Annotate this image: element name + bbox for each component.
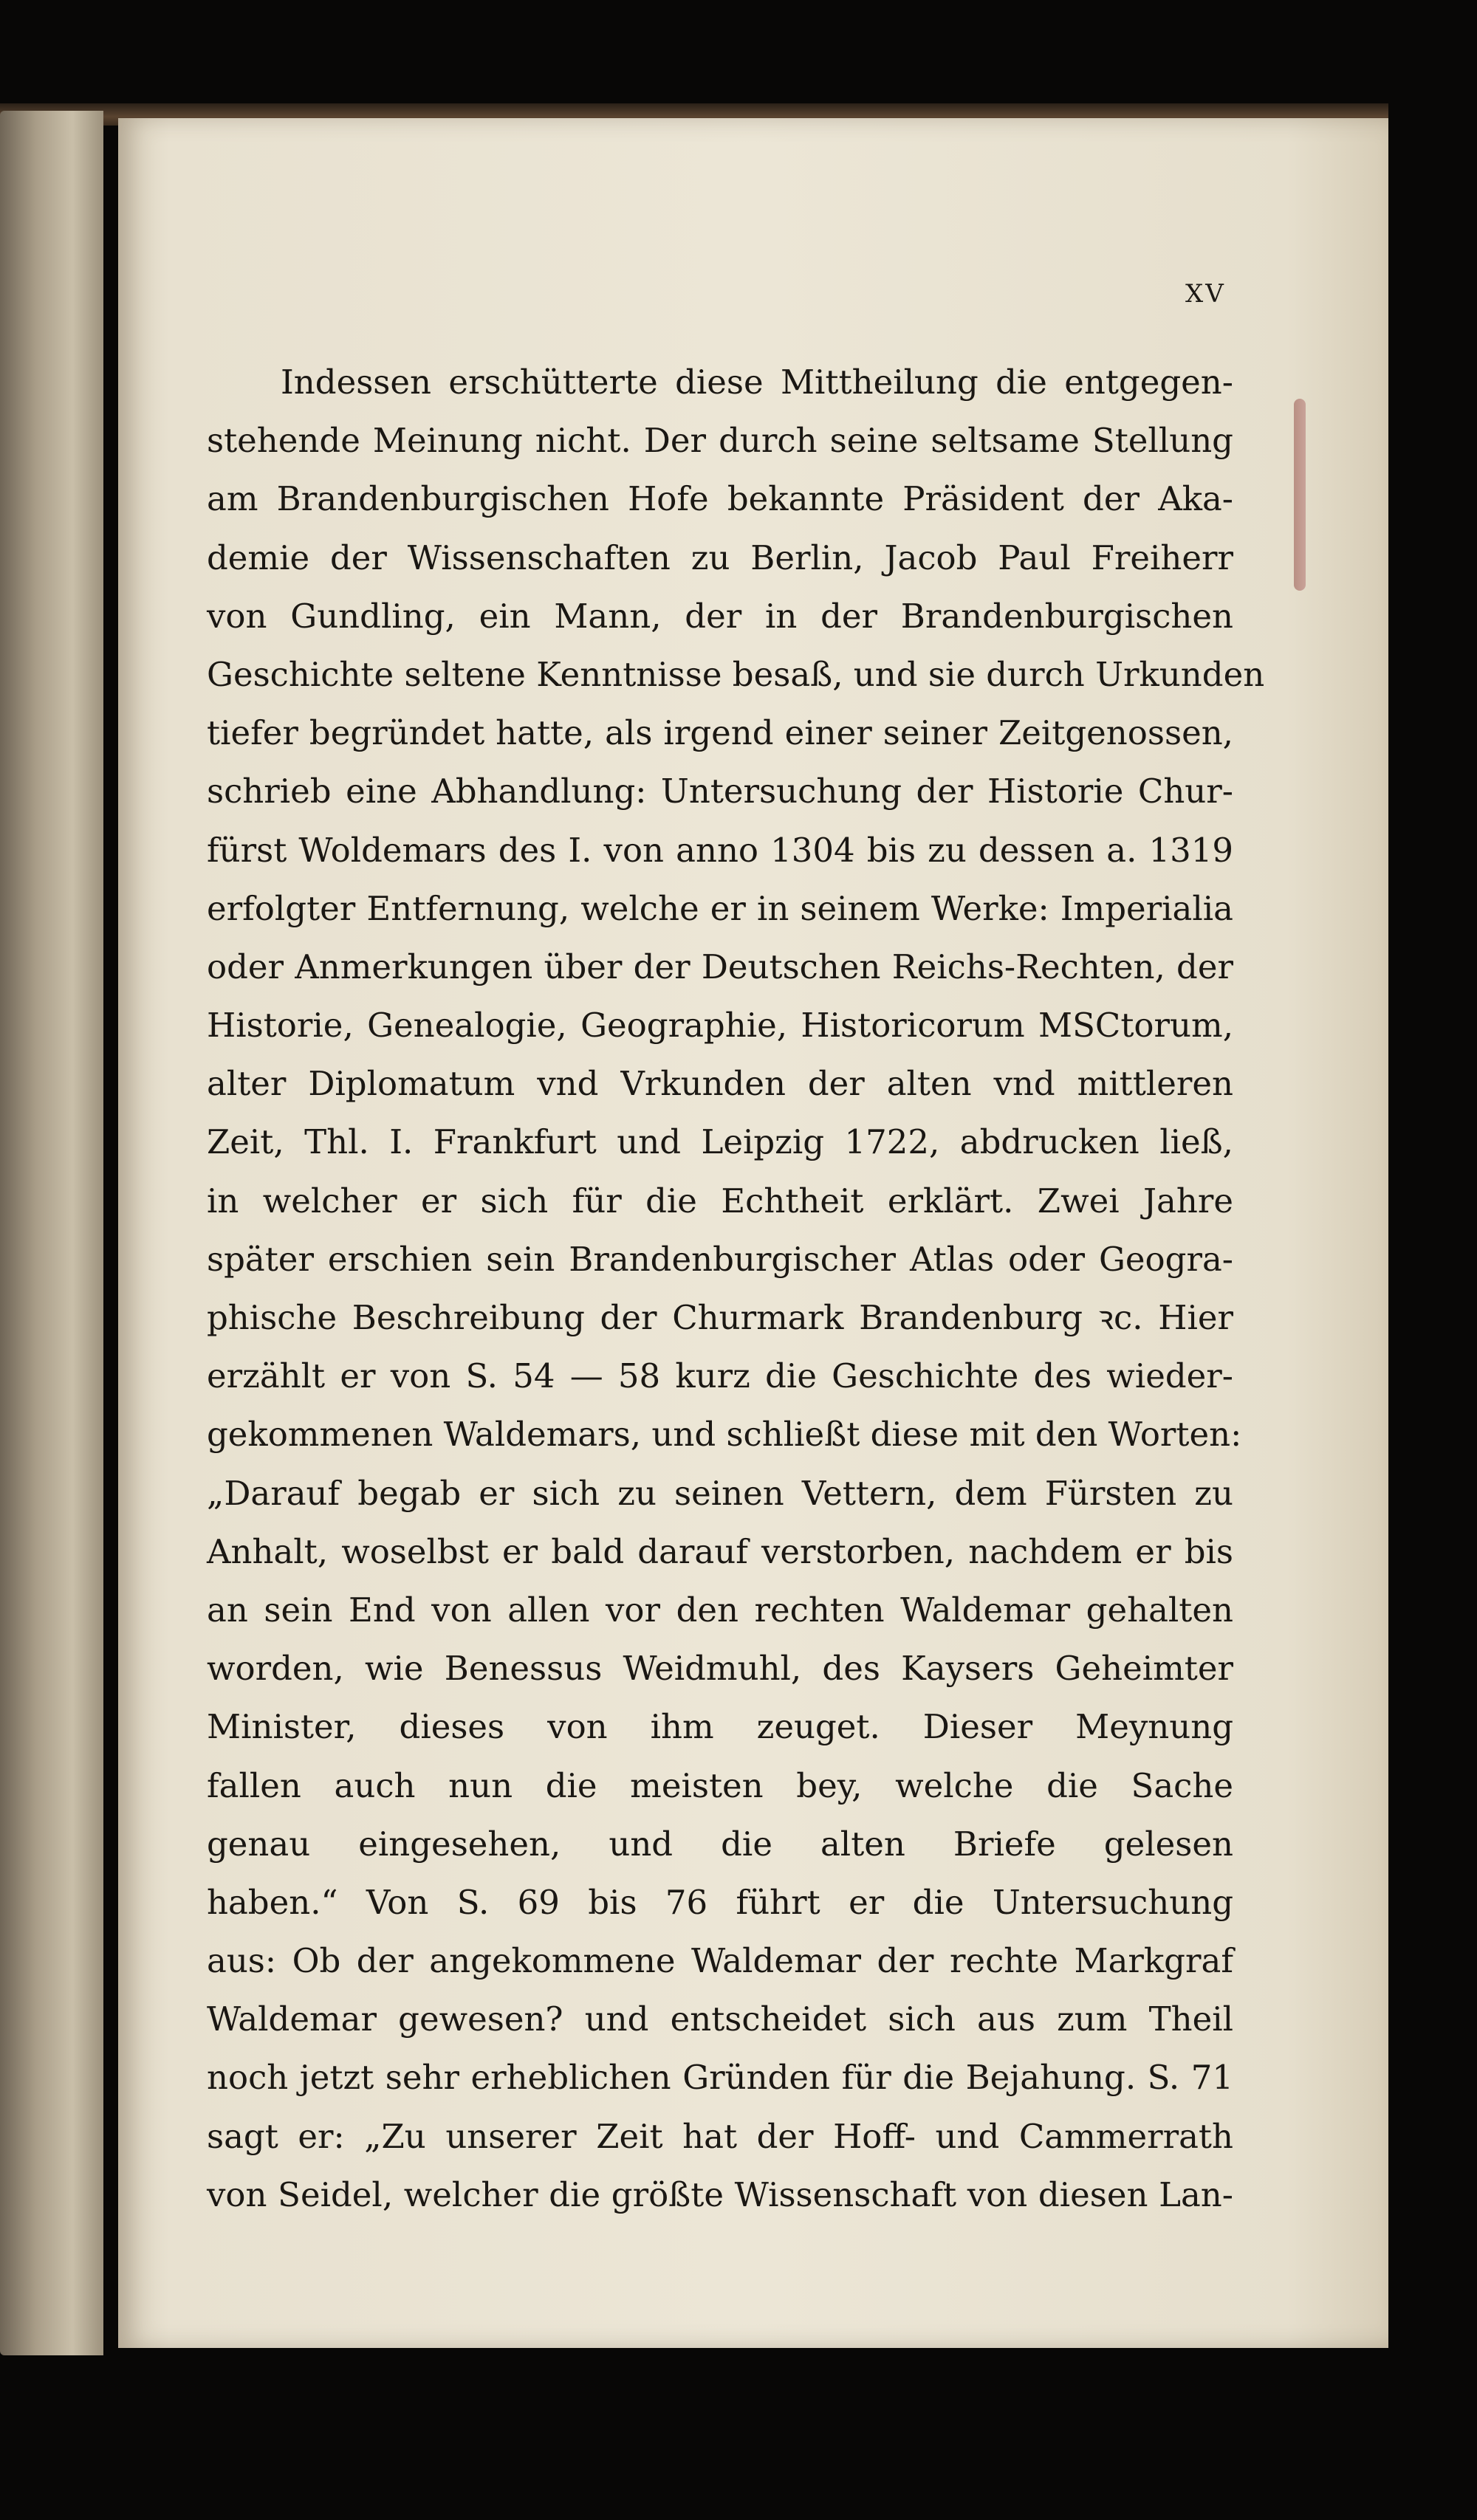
text-line: von Seidel, welcher die größte Wissenschaft von diesen Lan- <box>207 2174 1233 2214</box>
text-line: Geschichte seltene Kenntnisse besaß, und sie durch Urkunden <box>207 654 1265 694</box>
text-line: phische Beschreibung der Churmark Brandenburg ꝛc. Hier <box>207 1298 1233 1337</box>
text-line: später erschien sein Brandenburgischer Atlas oder Geogra- <box>207 1239 1233 1279</box>
text-line: am Brandenburgischen Hofe bekannte Präsident der Aka- <box>207 479 1233 519</box>
text-line: alter Diplomatum vnd Vrkunden der alten vnd mittleren <box>207 1064 1233 1104</box>
text-line: Waldemar gewesen? und entscheidet sich aus zum Theil <box>207 1999 1233 2039</box>
text-line: Zeit, Thl. I. Frankfurt und Leipzig 1722, abdrucken ließ, <box>207 1122 1233 1162</box>
text-line: sagt er: „Zu unserer Zeit hat der Hoff- und Cammerrath <box>207 2116 1233 2156</box>
text-line: Historie, Genealogie, Geographie, Historicorum MSCtorum, <box>207 1006 1233 1046</box>
previous-page-edge <box>0 111 103 2355</box>
text-line: tiefer begründet hatte, als irgend einer seiner Zeitgenossen, <box>207 713 1233 753</box>
text-line: fürst Woldemars des I. von anno 1304 bis zu dessen a. 1319 <box>207 830 1233 870</box>
text-line: noch jetzt sehr erheblichen Gründen für die Bejahung. S. 71 <box>207 2058 1233 2098</box>
text-line: Minister, dieses von ihm zeuget. Dieser Meynung <box>207 1707 1233 1747</box>
text-line: aus: Ob der angekommene Waldemar der rechte Markgraf <box>207 1941 1233 1981</box>
text-line: gekommenen Waldemars, und schließt diese mit den Worten: <box>207 1415 1242 1455</box>
text-line: an sein End von allen vor den rechten Waldemar gehalten <box>207 1590 1233 1630</box>
text-line: genau eingesehen, und die alten Briefe gelesen <box>207 1824 1233 1864</box>
text-line: von Gundling, ein Mann, der in der Brandenburgischen <box>207 596 1233 636</box>
text-line: Indessen erschütterte diese Mittheilung die entgegen- <box>281 363 1233 402</box>
text-line: fallen auch nun die meisten bey, welche die Sache <box>207 1765 1233 1805</box>
page-edge-mark <box>1294 399 1306 591</box>
text-line: schrieb eine Abhandlung: Untersuchung der Historie Chur- <box>207 772 1233 811</box>
text-line: erfolgter Entfernung, welche er in seinem Werke: Imperialia <box>207 888 1233 928</box>
body-text <box>207 353 1265 2224</box>
text-line: erzählt er von S. 54 — 58 kurz die Geschichte des wieder- <box>207 1356 1233 1396</box>
text-line: demie der Wissenschaften zu Berlin, Jacob Paul Freiherr <box>207 538 1233 577</box>
page-number: XV <box>1185 279 1226 309</box>
text-line: Anhalt, woselbst er bald darauf verstorben, nachdem er bis <box>207 1531 1233 1571</box>
text-line: „Darauf begab er sich zu seinen Vettern, dem Fürsten zu <box>207 1473 1233 1513</box>
text-line: stehende Meinung nicht. Der durch seine seltsame Stellung <box>207 421 1233 461</box>
text-line: haben.“ Von S. 69 bis 76 führt er die Untersuchung <box>207 1882 1233 1922</box>
text-line: worden, wie Benessus Weidmuhl, des Kaysers Geheimter <box>207 1649 1233 1689</box>
text-line: in welcher er sich für die Echtheit erklärt. Zwei Jahre <box>207 1181 1233 1220</box>
text-line: oder Anmerkungen über der Deutschen Reichs-Rechten, der <box>207 947 1233 986</box>
